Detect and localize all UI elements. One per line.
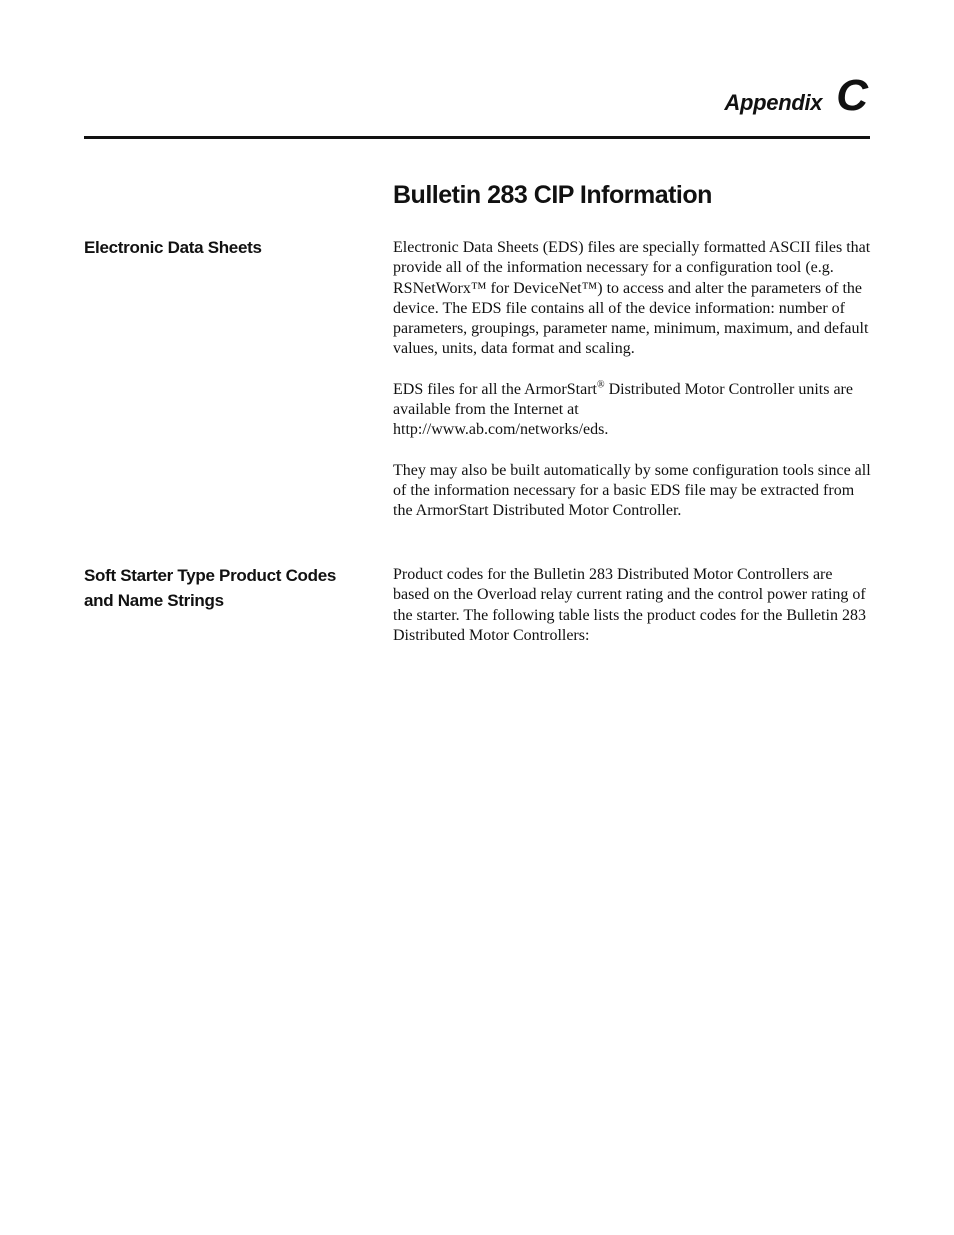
registered-mark: ® (596, 379, 605, 391)
section-body-eds (393, 238, 871, 542)
eds-p2-text-start: EDS files for all the ArmorStart (393, 380, 597, 398)
eds-paragraph-3: They may also be built automatically by some configuration tools since all of the information necessary for a basic EDS file may be extracted from the ArmorStart Distributed Motor Controller. (393, 461, 871, 520)
eds-paragraph-1: Electronic Data Sheets (EDS) files are specially formatted ASCII files that provide all of the information necessary for a configuration tool (e.g. RSNetWorx™ for DeviceNet™) to access and alter the parameters of the device. The EDS file contains all of the device information: number of parameters, groupings, parameter name, minimum, maximum, and default values, units, data format and scaling. (393, 239, 871, 358)
header-rule (84, 136, 870, 139)
section-body-product-codes (393, 565, 871, 666)
section-heading-eds: Electronic Data Sheets (84, 238, 262, 257)
product-codes-paragraph: Product codes for the Bulletin 283 Distributed Motor Controllers are based on the Overload relay current rating and the control power rating of the starter. The following table lists the product codes for the Bulletin 283 Distributed Motor Controllers: (393, 566, 866, 644)
appendix-letter: C (836, 71, 868, 120)
eds-p2-text-end: Distributed Motor Controller units are available from the Internet at (393, 380, 853, 419)
appendix-label: Appendix (724, 90, 823, 115)
eds-paragraph-2 (393, 380, 871, 441)
product-codes-heading-line-2: and Name Strings (84, 591, 224, 610)
chapter-title: Bulletin 283 CIP Information (393, 181, 712, 209)
product-codes-heading-line-1: Soft Starter Type Product Codes (84, 566, 337, 585)
section-heading-product-codes (84, 563, 364, 613)
eds-url: http://www.ab.com/networks/eds. (393, 421, 609, 439)
appendix-header (724, 71, 868, 120)
